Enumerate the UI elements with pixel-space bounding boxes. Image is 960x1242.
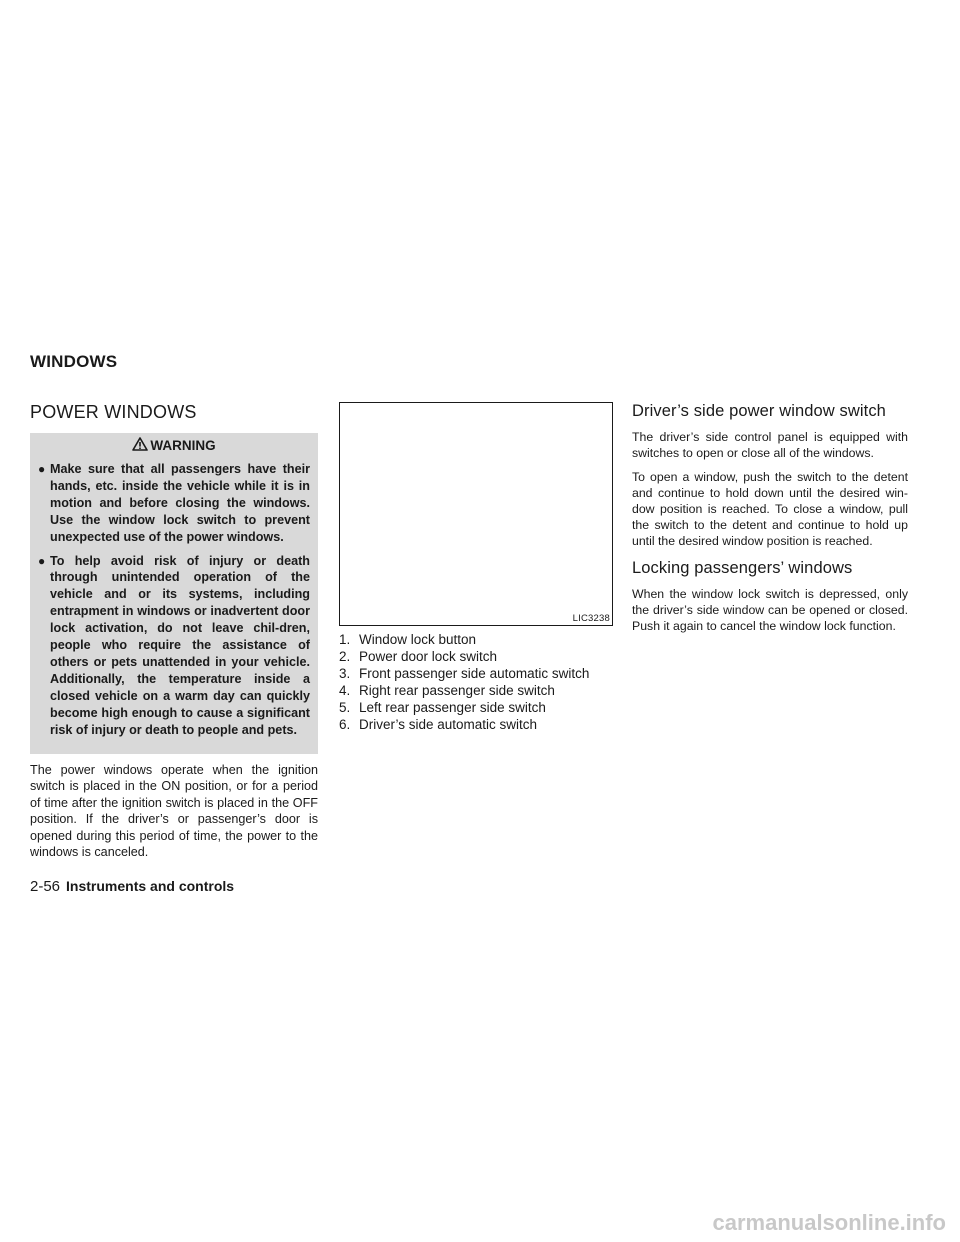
watermark: carmanualsonline.info bbox=[712, 1210, 946, 1235]
figure-frame bbox=[339, 402, 613, 626]
legend-item bbox=[339, 665, 613, 682]
page-footer bbox=[30, 878, 234, 895]
chapter-title: Instruments and controls bbox=[66, 878, 235, 894]
legend-number: 4. bbox=[339, 683, 351, 698]
warning-triangle-icon bbox=[132, 437, 148, 454]
power-windows-heading: POWER WINDOWS bbox=[30, 402, 197, 422]
legend-label: Driver’s side automatic switch bbox=[359, 717, 538, 732]
legend-label: Window lock button bbox=[359, 632, 477, 647]
legend-number: 3. bbox=[339, 666, 351, 681]
driver-switch-para-1: The driver’s side control panel is equipped with switches to open or close all of the windows. bbox=[632, 430, 908, 460]
warning-title: WARNING bbox=[150, 438, 216, 453]
legend-item bbox=[339, 699, 613, 716]
driver-switch-heading: Driver’s side power window switch bbox=[632, 402, 886, 420]
warning-item bbox=[38, 461, 310, 546]
section-title: WINDOWS bbox=[30, 352, 118, 371]
legend-label: Right rear passenger side switch bbox=[359, 683, 555, 698]
warning-item-text: Make sure that all passengers have their hands, etc. inside the vehicle while it is in motion and before closing the windows. Use the window lock switch to prevent unexpected use of the power windows. bbox=[50, 462, 310, 544]
legend-label: Left rear passenger side switch bbox=[359, 700, 546, 715]
column-left bbox=[30, 402, 318, 861]
legend-item bbox=[339, 631, 613, 648]
legend-item bbox=[339, 682, 613, 699]
bullet: ● bbox=[38, 553, 46, 568]
power-windows-body: The power windows operate when the ignition switch is placed in the ON position, or for a period of time after the ignition switch is placed in the OFF position. If the driver’s or passenger’s door is opened during this period of time, the power to the windows is canceled. bbox=[30, 762, 318, 860]
warning-item-text: To help avoid risk of injury or death through unintended operation of the vehicle and or its systems, including entrapment in windows or inadvertent door lock activation, do not leave chil-dren, people who require the assistance of others or pets unattended in your vehicle. Additionally, the temperature inside a closed vehicle on a warm day can quickly become high enough to cause a significant risk of injury or death to people and pets. bbox=[50, 553, 310, 737]
figure-legend bbox=[339, 631, 613, 733]
legend-item bbox=[339, 716, 613, 733]
legend-label: Power door lock switch bbox=[359, 649, 498, 664]
legend-label: Front passenger side automatic switch bbox=[359, 666, 590, 681]
column-right bbox=[632, 402, 908, 642]
page-number: 2-56 bbox=[30, 878, 61, 895]
warning-item bbox=[38, 553, 310, 739]
legend-number: 5. bbox=[339, 700, 351, 715]
warning-box bbox=[30, 433, 318, 754]
legend-number: 1. bbox=[339, 632, 351, 647]
locking-windows-heading: Locking passengers’ windows bbox=[632, 559, 853, 577]
bullet: ● bbox=[38, 462, 46, 476]
legend-number: 6. bbox=[339, 717, 351, 732]
warning-header bbox=[38, 437, 310, 454]
locking-windows-para: When the window lock switch is depressed, only the driver’s side window can be opened or closed. Push it again to cancel the window lock function. bbox=[632, 587, 908, 633]
figure-code: LIC3238 bbox=[572, 613, 610, 624]
driver-switch-para-2: To open a window, push the switch to the detent and continue to hold down until the desired win-dow position is reached. To close a window, pull the switch to the detent and continue to hold up until the desired window position is reached. bbox=[632, 470, 908, 548]
legend-item bbox=[339, 648, 613, 665]
column-middle bbox=[339, 402, 613, 733]
legend-number: 2. bbox=[339, 649, 351, 664]
